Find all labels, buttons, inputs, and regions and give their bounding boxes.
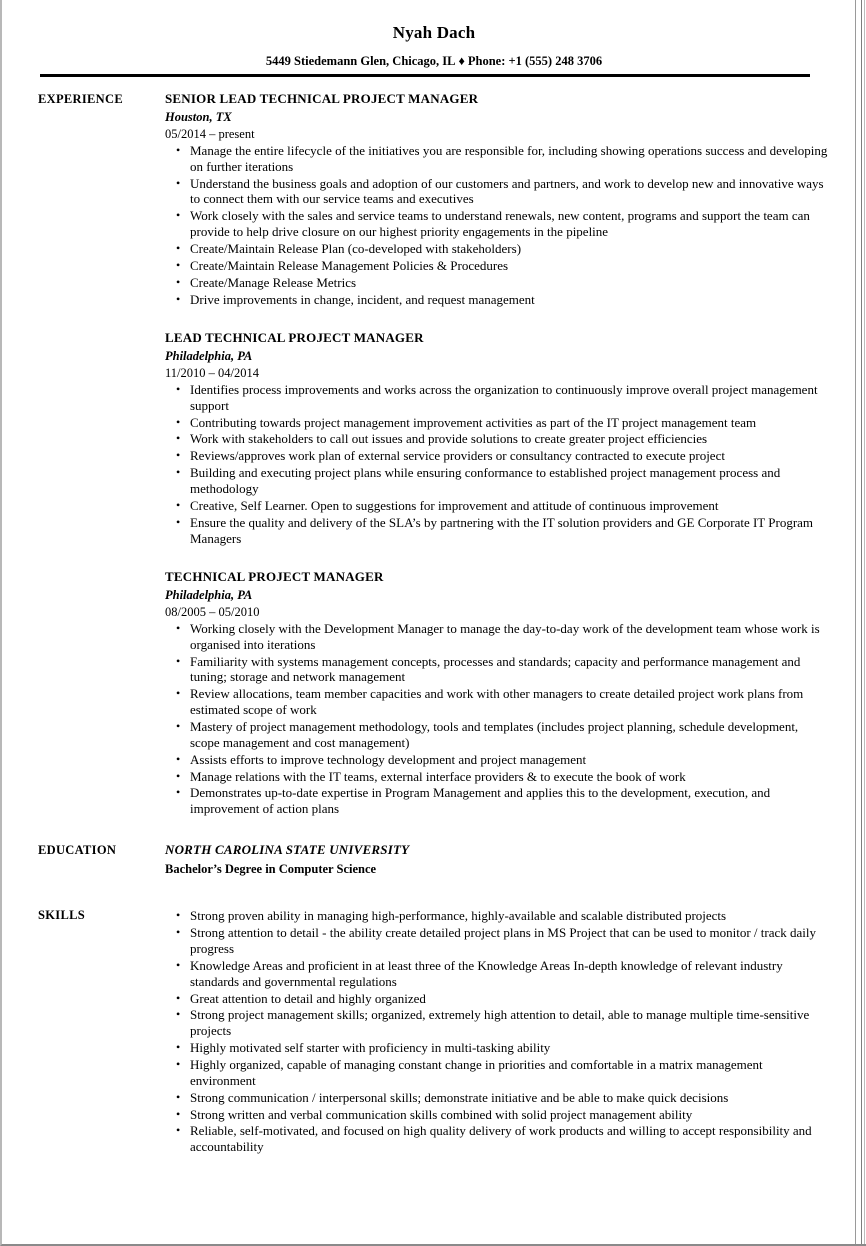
list-item: • Work closely with the sales and service teams to understand renewals, new content, programs and support the team can provide to help drive closure on our highest priority engagements in the pipeline: [165, 208, 828, 240]
list-item: • Create/Maintain Release Plan (co-developed with stakeholders): [165, 241, 828, 257]
spacer-between-jobs: [165, 308, 828, 330]
section-label-experience: EXPERIENCE: [38, 92, 123, 107]
list-item: • Reliable, self-motivated, and focused on high quality delivery of work products and willing to accept responsibility and accountability: [165, 1123, 828, 1155]
spacer-education-to-skills: [2, 877, 866, 907]
list-item: • Knowledge Areas and proficient in at least three of the Knowledge Areas In-depth knowledge of relevant industry standards and governmental regulations: [165, 958, 828, 990]
job-bullet-list: [165, 621, 828, 817]
job-title: TECHNICAL PROJECT MANAGER: [165, 569, 384, 585]
list-item: • Ensure the quality and delivery of the SLA’s by partnering with the IT solution providers and GE Corporate IT Program Managers: [165, 515, 828, 547]
list-item: • Assists efforts to improve technology development and project management: [165, 752, 828, 768]
job-dates: 11/2010 – 04/2014: [165, 365, 259, 380]
job-dates: 08/2005 – 05/2010: [165, 604, 260, 619]
resume-header: [2, 0, 866, 77]
list-item: • Manage relations with the IT teams, external interface providers & to execute the book of work: [165, 769, 828, 785]
list-item: • Highly motivated self starter with proficiency in multi-tasking ability: [165, 1040, 828, 1056]
contact-line: [2, 43, 866, 69]
experience-entry: [165, 91, 828, 307]
list-item: • Create/Maintain Release Management Policies & Procedures: [165, 258, 828, 274]
list-item: • Create/Manage Release Metrics: [165, 275, 828, 291]
list-item: • Great attention to detail and highly organized: [165, 991, 828, 1007]
list-item: • Highly organized, capable of managing constant change in priorities and comfortable in a matrix management environment: [165, 1057, 828, 1089]
section-experience: [2, 91, 866, 818]
job-bullet-list: [165, 382, 828, 547]
list-item: • Demonstrates up-to-date expertise in Program Management and applies this to the development, execution, and improvement of action plans: [165, 785, 828, 817]
section-education: [2, 842, 866, 877]
job-title: LEAD TECHNICAL PROJECT MANAGER: [165, 330, 424, 346]
section-label-education: EDUCATION: [38, 843, 117, 858]
list-item: • Mastery of project management methodology, tools and templates (includes project planning, schedule development, scope management and cost management): [165, 719, 828, 751]
skills-body: [165, 907, 866, 1156]
education-entry: [165, 842, 828, 877]
section-skills: [2, 907, 866, 1156]
experience-entry: [165, 330, 828, 546]
education-body: [165, 842, 866, 877]
job-dates: 05/2014 – present: [165, 126, 255, 141]
list-item: • Familiarity with systems management concepts, processes and standards; capacity and performance management and tuning; storage and network management: [165, 654, 828, 686]
experience-entry: [165, 569, 828, 817]
candidate-name: Nyah Dach: [392, 23, 476, 42]
education-school: NORTH CAROLINA STATE UNIVERSITY: [165, 842, 410, 858]
education-degree: Bachelor’s Degree in Computer Science: [165, 862, 377, 876]
resume-content: [2, 0, 866, 1156]
list-item: • Strong project management skills; organized, extremely high attention to detail, able to manage multiple time-sensitive projects: [165, 1007, 828, 1039]
spacer-between-jobs: [165, 547, 828, 569]
job-location: Philadelphia, PA: [165, 349, 253, 364]
list-item: • Creative, Self Learner. Open to suggestions for improvement and attitude of continuous improvement: [165, 498, 828, 514]
list-item: • Drive improvements in change, incident, and request management: [165, 292, 828, 308]
experience-body: [165, 91, 866, 818]
spacer-experience-to-education: [2, 818, 866, 842]
list-item: • Strong communication / interpersonal skills; demonstrate initiative and be able to make quick decisions: [165, 1090, 828, 1106]
spacer-header-to-experience: [2, 77, 866, 91]
job-bullet-list: [165, 143, 828, 308]
job-location: Houston, TX: [165, 110, 232, 125]
list-item: • Reviews/approves work plan of external service providers or consultancy contracted to execute project: [165, 448, 828, 464]
list-item: • Understand the business goals and adoption of our customers and partners, and work to develop new and innovative ways to connect them with our service teams and executives: [165, 176, 828, 208]
list-item: • Manage the entire lifecycle of the initiatives you are responsible for, including showing operations success and developing on further iterations: [165, 143, 828, 175]
job-title: SENIOR LEAD TECHNICAL PROJECT MANAGER: [165, 91, 479, 107]
list-item: • Work with stakeholders to call out issues and provide solutions to create greater project efficiencies: [165, 431, 828, 447]
section-label-skills: SKILLS: [38, 908, 85, 923]
list-item: • Strong written and verbal communication skills combined with solid project management ability: [165, 1107, 828, 1123]
list-item: • Strong attention to detail - the ability create detailed project plans in MS Project that can be used to monitor / track daily progress: [165, 925, 828, 957]
job-location: Philadelphia, PA: [165, 588, 253, 603]
list-item: • Working closely with the Development Manager to manage the day-to-day work of the development team whose work is organised into iterations: [165, 621, 828, 653]
contact-address: 5449 Stiedemann Glen, Chicago, IL: [265, 53, 456, 68]
list-item: • Strong proven ability in managing high-performance, highly-available and scalable distributed projects: [165, 908, 828, 924]
skills-bullet-list: [165, 908, 828, 1155]
list-item: • Building and executing project plans while ensuring conformance to established project management process and methodology: [165, 465, 828, 497]
list-item: • Identifies process improvements and works across the organization to continuously improve overall project management support: [165, 382, 828, 414]
list-item: • Contributing towards project management improvement activities as part of the IT project management team: [165, 415, 828, 431]
list-item: • Review allocations, team member capacities and work with other managers to create detailed project work plans from estimated scope of work: [165, 686, 828, 718]
contact-phone: Phone: +1 (555) 248 3706: [467, 53, 603, 68]
diamond-separator-icon: ♦: [458, 53, 465, 68]
